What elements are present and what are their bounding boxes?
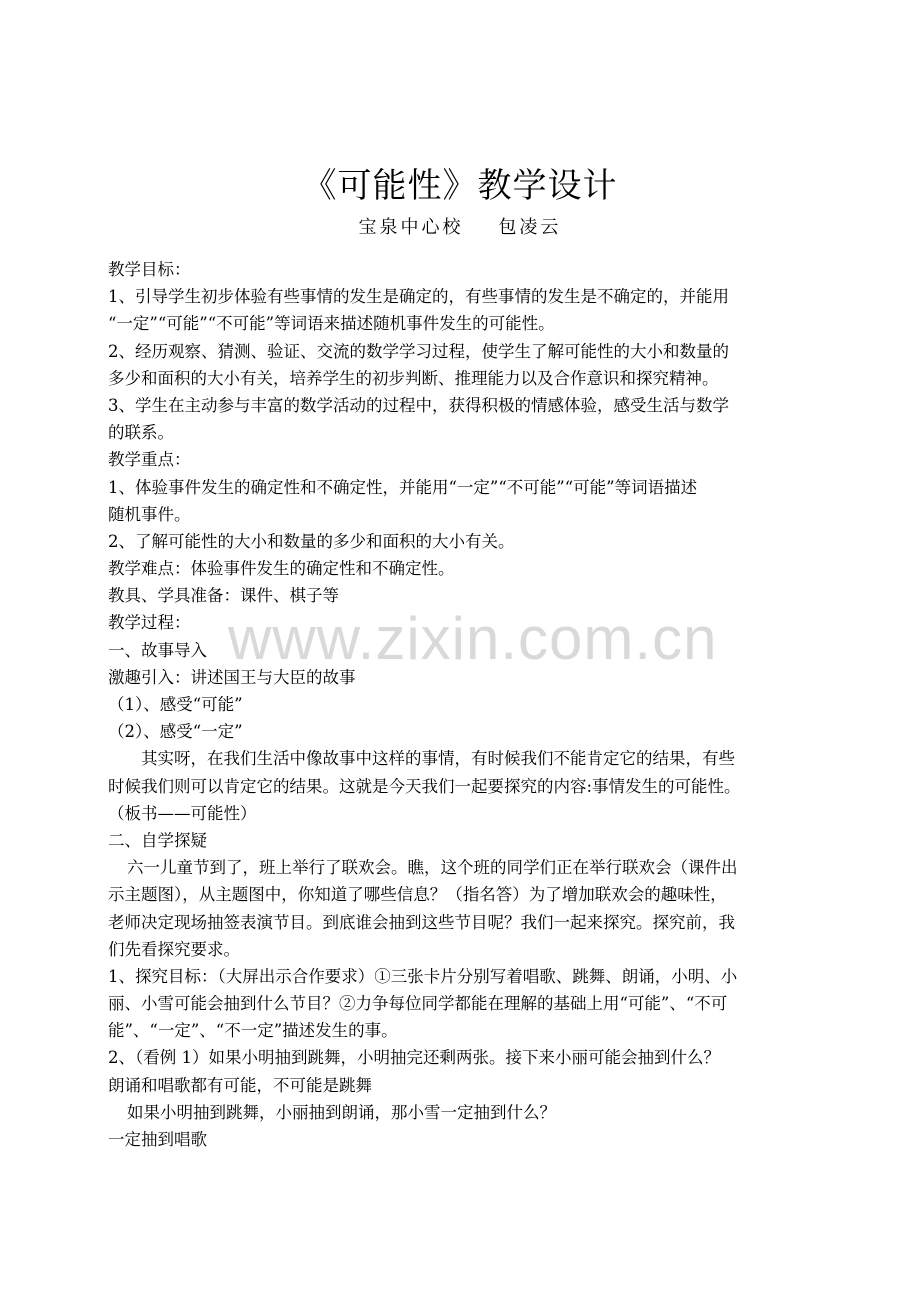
text-line: 其实呀，在我们生活中像故事中这样的事情，有时候我们不能肯定它的结果，有些 xyxy=(141,749,735,769)
text-line: 如果小明抽到跳舞，小丽抽到朗诵，那小雪一定抽到什么？ xyxy=(127,1102,556,1122)
text-line: 教学重点： xyxy=(108,450,191,470)
text-line: 3、学生在主动参与丰富的数学活动的过程中，获得积极的情感体验，感受生活与数学 xyxy=(108,395,729,415)
text-line: 六一儿童节到了，班上举行了联欢会。瞧，这个班的同学们正在举行联欢会（课件出 xyxy=(127,858,738,878)
text-line: 丽、小雪可能会抽到什么节目？②力争每位同学都能在理解的基础上用“可能”、“不可 xyxy=(108,994,728,1014)
text-line: “一定”“可能”“不可能”等词语来描述随机事件发生的可能性。 xyxy=(108,314,555,334)
text-line: 多少和面积的大小有关，培养学生的初步判断、推理能力以及合作意识和探究精神。 xyxy=(108,368,719,388)
text-line: 的联系。 xyxy=(108,423,174,443)
text-line: 教学过程： xyxy=(108,613,191,633)
watermark: www.zixin.com.cn xyxy=(228,605,718,672)
text-line: （板书——可能性） xyxy=(108,803,257,823)
text-line: 1、体验事件发生的确定性和不确定性，并能用“一定”“不可能”“可能”等词语描述 xyxy=(108,477,698,497)
text-line: （1）、感受“可能” xyxy=(108,695,243,714)
text-line: 老师决定现场抽签表演节目。到底谁会抽到这些节目呢？我们一起来探究。探究前，我 xyxy=(108,912,735,932)
document-subtitle: 宝泉中心校 包凌云 xyxy=(358,217,562,238)
text-line: 2、经历观察、猜测、验证、交流的数学学习过程，使学生了解可能性的大小和数量的 xyxy=(108,341,729,361)
document-body xyxy=(108,256,816,1153)
text-line: 一定抽到唱歌 xyxy=(108,1130,207,1149)
text-line: 教具、学具准备：课件、棋子等 xyxy=(108,586,339,606)
text-line: 2、了解可能性的大小和数量的多少和面积的大小有关。 xyxy=(108,531,515,551)
text-line: 1、引导学生初步体验有些事情的发生是确定的，有些事情的发生是不确定的，并能用 xyxy=(108,287,729,307)
text-line: 1、探究目标：（大屏出示合作要求）①三张卡片分别写着唱歌、跳舞、朗诵，小明、小 xyxy=(108,966,738,986)
text-line: 一、故事导入 xyxy=(108,640,207,660)
text-line: 朗诵和唱歌都有可能，不可能是跳舞 xyxy=(108,1075,372,1095)
text-line: （2）、感受“一定” xyxy=(108,722,243,742)
text-line: 激趣引入：讲述国王与大臣的故事 xyxy=(108,667,356,687)
text-line: 2、（看例 1）如果小明抽到跳舞，小明抽完还剩两张。接下来小丽可能会抽到什么？ xyxy=(108,1048,720,1068)
text-line: 时候我们则可以肯定它的结果。这就是今天我们一起要探究的内容:事情发生的可能性。 xyxy=(108,776,741,796)
text-line: 随机事件。 xyxy=(108,504,191,524)
text-line: 二、自学探疑 xyxy=(108,830,207,850)
text-line: 示主题图），从主题图中，你知道了哪些信息？（指名答）为了增加联欢会的趣味性， xyxy=(108,885,727,905)
text-line: 教学目标： xyxy=(108,260,191,279)
text-line: 能”、“一定”、“不一定”描述发生的事。 xyxy=(108,1021,398,1041)
text-line: 们先看探究要求。 xyxy=(108,939,240,959)
document-title: 《可能性》教学设计 xyxy=(302,166,618,206)
text-line: 教学难点：体验事件发生的确定性和不确定性。 xyxy=(108,559,455,579)
